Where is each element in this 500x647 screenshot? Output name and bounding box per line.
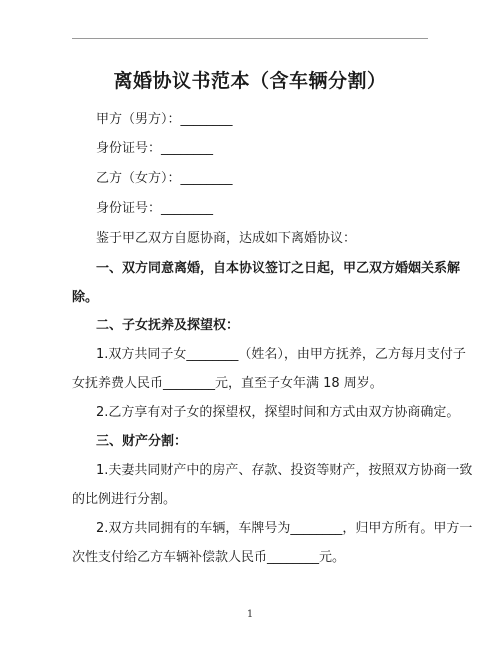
section2-heading: 二、子女抚养及探望权： (96, 318, 240, 333)
id-number-field-1: 身份证号：________ (96, 141, 214, 156)
clause3-1-line2: 的比例进行分割。 (72, 492, 177, 507)
page-number: 1 (246, 609, 254, 620)
party-a-field: 甲方（男方）：________ (96, 112, 233, 127)
clause3-2-line2: 次性支付给乙方车辆补偿款人民币________元。 (72, 550, 346, 565)
section3-heading: 三、财产分割： (96, 434, 188, 449)
party-b-field: 乙方（女方）：________ (96, 171, 233, 186)
clause3-2-line1: 2.双方共同拥有的车辆，车牌号为________，归甲方所有。甲方一 (96, 521, 473, 536)
clause2-2-text: 2.乙方享有对子女的探望权，探望时间和方式由双方协商确定。 (96, 405, 460, 420)
header-rule (72, 38, 428, 39)
document-title: 离婚协议书范本（含车辆分割） (113, 70, 387, 92)
clause2-1-line2: 女抚养费人民币________元，直至子女年满 18 周岁。 (72, 376, 383, 391)
clause3-1-line1: 1.夫妻共同财产中的房产、存款、投资等财产，按照双方协商一致 (96, 463, 473, 478)
clause2-1-line1: 1.双方共同子女________（姓名），由甲方抚养，乙方每月支付子 (96, 347, 466, 362)
section1-text-line2: 除。 (72, 290, 99, 305)
section1-text-line1: 一、双方同意离婚，自本协议签订之日起，甲乙双方婚姻关系解 (96, 261, 461, 276)
preamble-text: 鉴于甲乙双方自愿协商，达成如下离婚协议： (96, 231, 357, 246)
id-number-field-2: 身份证号：________ (96, 201, 214, 216)
